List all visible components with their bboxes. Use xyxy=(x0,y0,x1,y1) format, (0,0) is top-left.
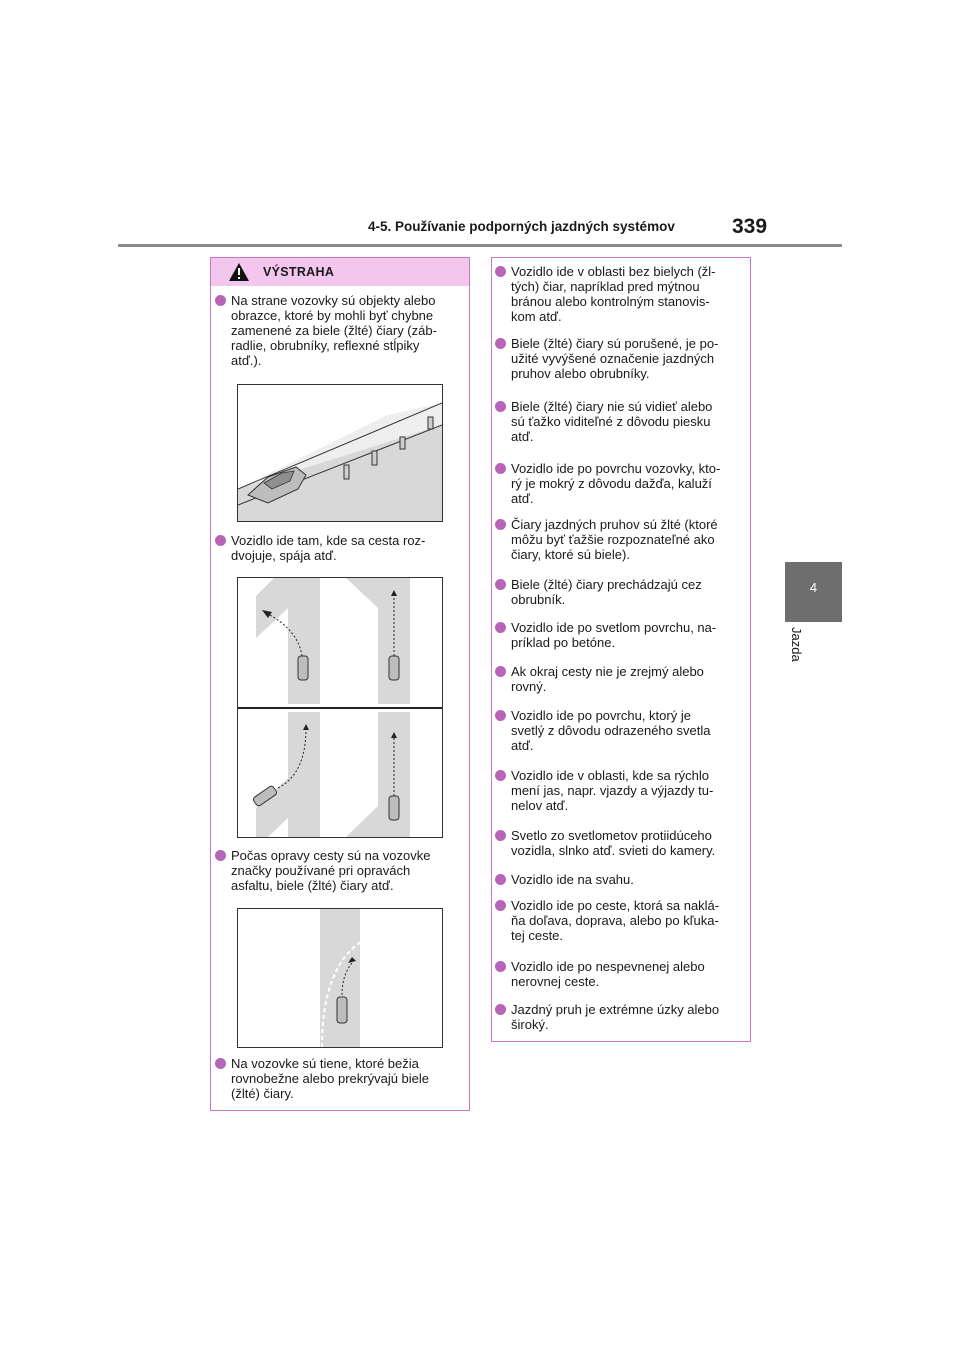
bullet-icon xyxy=(495,830,506,841)
bullet-icon xyxy=(495,266,506,277)
bullet-icon xyxy=(495,401,506,412)
header-divider xyxy=(118,244,842,247)
bullet-icon xyxy=(495,622,506,633)
section-title: 4-5. Používanie podporných jazdných systémov xyxy=(368,219,675,234)
bullet-icon xyxy=(495,579,506,590)
bullet-icon xyxy=(215,535,226,546)
bullet-icon xyxy=(495,874,506,885)
road-fork-illustration xyxy=(238,578,442,837)
bullet-icon xyxy=(215,295,226,306)
chapter-label: Jazda xyxy=(789,627,804,662)
figure-road-repair xyxy=(237,908,443,1048)
conditions-box: Vozidlo ide v oblasti bez bielych (žl- tých) čiar, napríklad pred mýtnou bránou alebo kontrolným stanovis- kom atď. Biele (žlté) čiary sú porušené, je po- užité vyvýšené označenie jazdných pruhov alebo obrubníky. Biele (žlté) čiary nie sú vidieť alebo sú ťažko viditeľné z dôvodu piesku atď. Vozidlo ide po povrchu vozovky, kto- rý je mokrý z dôvodu dažďa, kaluží atď. Čiary jazdných pruhov sú žlté (ktoré môžu byť ťažšie rozpoznateľné ako čiary, ktoré sú biele). Biele (žlté) čiary prechádzajú cez obrubník. Vozidlo ide po svetlom povrchu, na- príklad po betóne. Ak okraj cesty nie je zrejmý alebo rovný. Vozidlo ide po povrchu, ktorý je svetlý z dôvodu odrazeného svetla atď. Vozidlo ide v oblasti, kde sa rýchlo mení jas, napr. vjazdy a výjazdy tu- nelov atď. Svetlo zo svetlometov protiidúceho vozidla, slnko atď. svieti do kamery. Vozidlo ide na svahu. Vozidlo ide po ceste, ktorá sa naklá- ňa doľava, doprava, alebo po kľuka- tej ceste. Vozidlo ide po nespevnenej alebo nerovnej ceste. Jazdný pruh je extrémne úzky alebo široký. xyxy=(491,257,751,1042)
bullet-icon xyxy=(495,519,506,530)
figure-road-bollards xyxy=(237,384,443,522)
bullet-icon xyxy=(495,770,506,781)
warning-header xyxy=(211,258,469,286)
bullet-icon xyxy=(495,666,506,677)
bullet-icon xyxy=(495,338,506,349)
road-bollards-illustration xyxy=(238,385,442,521)
chapter-number: 4 xyxy=(809,580,818,595)
warning-triangle-icon xyxy=(228,262,250,282)
warning-box: VÝSTRAHA Na strane vozovky sú objekty alebo obrazce, ktoré by mohli byť chybne zamenené za biele (žlté) čiary (záb- radlie, obrubníky, reflexné stĺpiky atď.). Vozidlo ide tam, kde sa cesta roz- dvojuje, spája atď. Počas opravy cesty sú na vozovke značky používané pri opravách asfaltu, biele (žlté) čiary atď. Na vozovke sú tiene, ktoré bežia rovnobežne alebo prekrývajú biele (žlté) čiary. xyxy=(210,257,470,1111)
bullet-icon xyxy=(495,1004,506,1015)
bullet-icon xyxy=(215,850,226,861)
road-repair-illustration xyxy=(238,909,442,1047)
bullet-icon xyxy=(495,463,506,474)
page-number: 339 xyxy=(732,215,768,238)
bullet-icon xyxy=(495,900,506,911)
warning-title: VÝSTRAHA xyxy=(263,265,335,279)
bullet-icon xyxy=(215,1058,226,1069)
bullet-icon xyxy=(495,961,506,972)
figure-road-fork xyxy=(237,577,443,838)
bullet-icon xyxy=(495,710,506,721)
